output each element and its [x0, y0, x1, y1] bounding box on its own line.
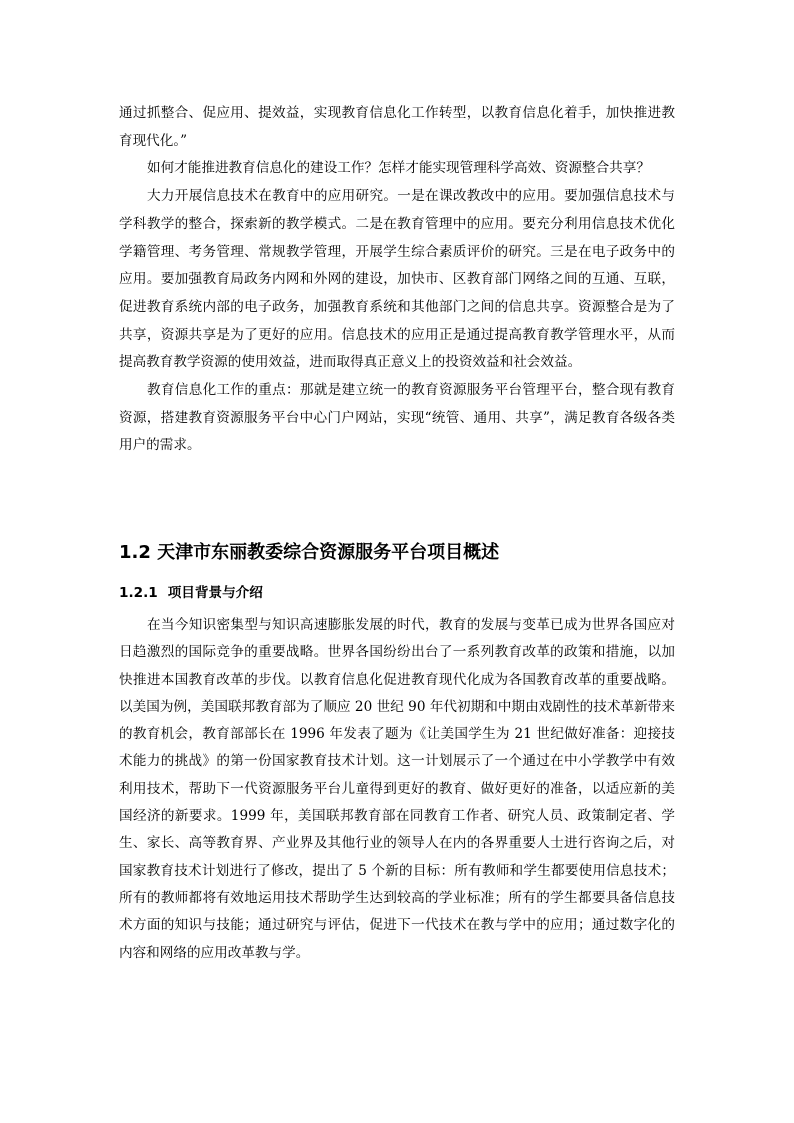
paragraph-applications: 大力开展信息技术在教育中的应用研究。一是在课改教改中的应用。要加强信息技术与学科教学的整合，探索新的教学模式。二是在教育管理中的应用。要充分利用信息技术优化学籍管理、考务管理、常规教学管理，开展学生综合素质评价的研究。三是在电子政务中的应用。要加强教育局政务内网和外网的建设，加快市、区教育部门网络之间的互通、互联，促进教育系统内部的电子政务，加强教育系统和其他部门之间的信息共享。资源整合是为了共享，资源共享是为了更好的应用。信息技术的应用正是通过提高教育教学管理水平，从而提高教育教学资源的使用效益，进而取得真正意义上的投资效益和社会效益。	[119, 188, 675, 371]
paragraph-continuation: 通过抓整合、促应用、提效益，实现教育信息化工作转型，以教育信息化着手，加快推进教育现代化。”	[119, 105, 675, 149]
subsection-number: 1.2.1	[119, 585, 158, 601]
subsection-title: 项目背景与介绍	[167, 585, 263, 601]
paragraph-question: 如何才能推进教育信息化的建设工作？怎样才能实现管理科学高效、资源整合共享？	[147, 160, 650, 177]
paragraph-background: 在当今知识密集型与知识高速膨胀发展的时代，教育的发展与变革已成为世界各国应对日趋激烈的国际竞争的重要战略。世界各国纷纷出台了一系列教育改革的政策和措施，以加快推进本国教育改革的步伐。以教育信息化促进教育现代化成为各国教育改革的重要战略。以美国为例，美国联邦教育部为了顺应 20 世纪 90 年代初期和中期由戏剧性的技术革新带来的教育机会，教育部部长在 1996 年发表了题为《让美国学生为 21 世纪做好准备：迎接技术能力的挑战》的第一份国家教育技术计划。这一计划展示了一个通过在中小学教学中有效利用技术，帮助下一代资源服务平台儿童得到更好的教育、做好更好的准备，以适应新的美国经济的新要求。1999 年，美国联邦教育部在同教育工作者、研究人员、政策制定者、学生、家长、高等教育界、产业界及其他行业的领导人在内的各界重要人士进行咨询之后，对国家教育技术计划进行了修改，提出了 5 个新的目标：所有教师和学生都要使用信息技术；所有的教师都将有效地运用技术帮助学生达到较高的学业标准；所有的学生都要具备信息技术方面的知识与技能；通过研究与评估，促进下一代技术在教与学中的应用；通过数字化的内容和网络的应用改革教与学。	[119, 617, 675, 961]
subsection-heading	[119, 581, 263, 605]
paragraph-focus: 教育信息化工作的重点：那就是建立统一的教育资源服务平台管理平台，整合现有教育资源，搭建教育资源服务平台中心门户网站，实现“统管、通用、共享”，满足教育各级各类用户的需求。	[119, 382, 675, 454]
section2-body	[119, 612, 675, 967]
section-heading: 1.2 天津市东丽教委综合资源服务平台项目概述	[119, 542, 500, 563]
section1-body	[119, 100, 675, 460]
